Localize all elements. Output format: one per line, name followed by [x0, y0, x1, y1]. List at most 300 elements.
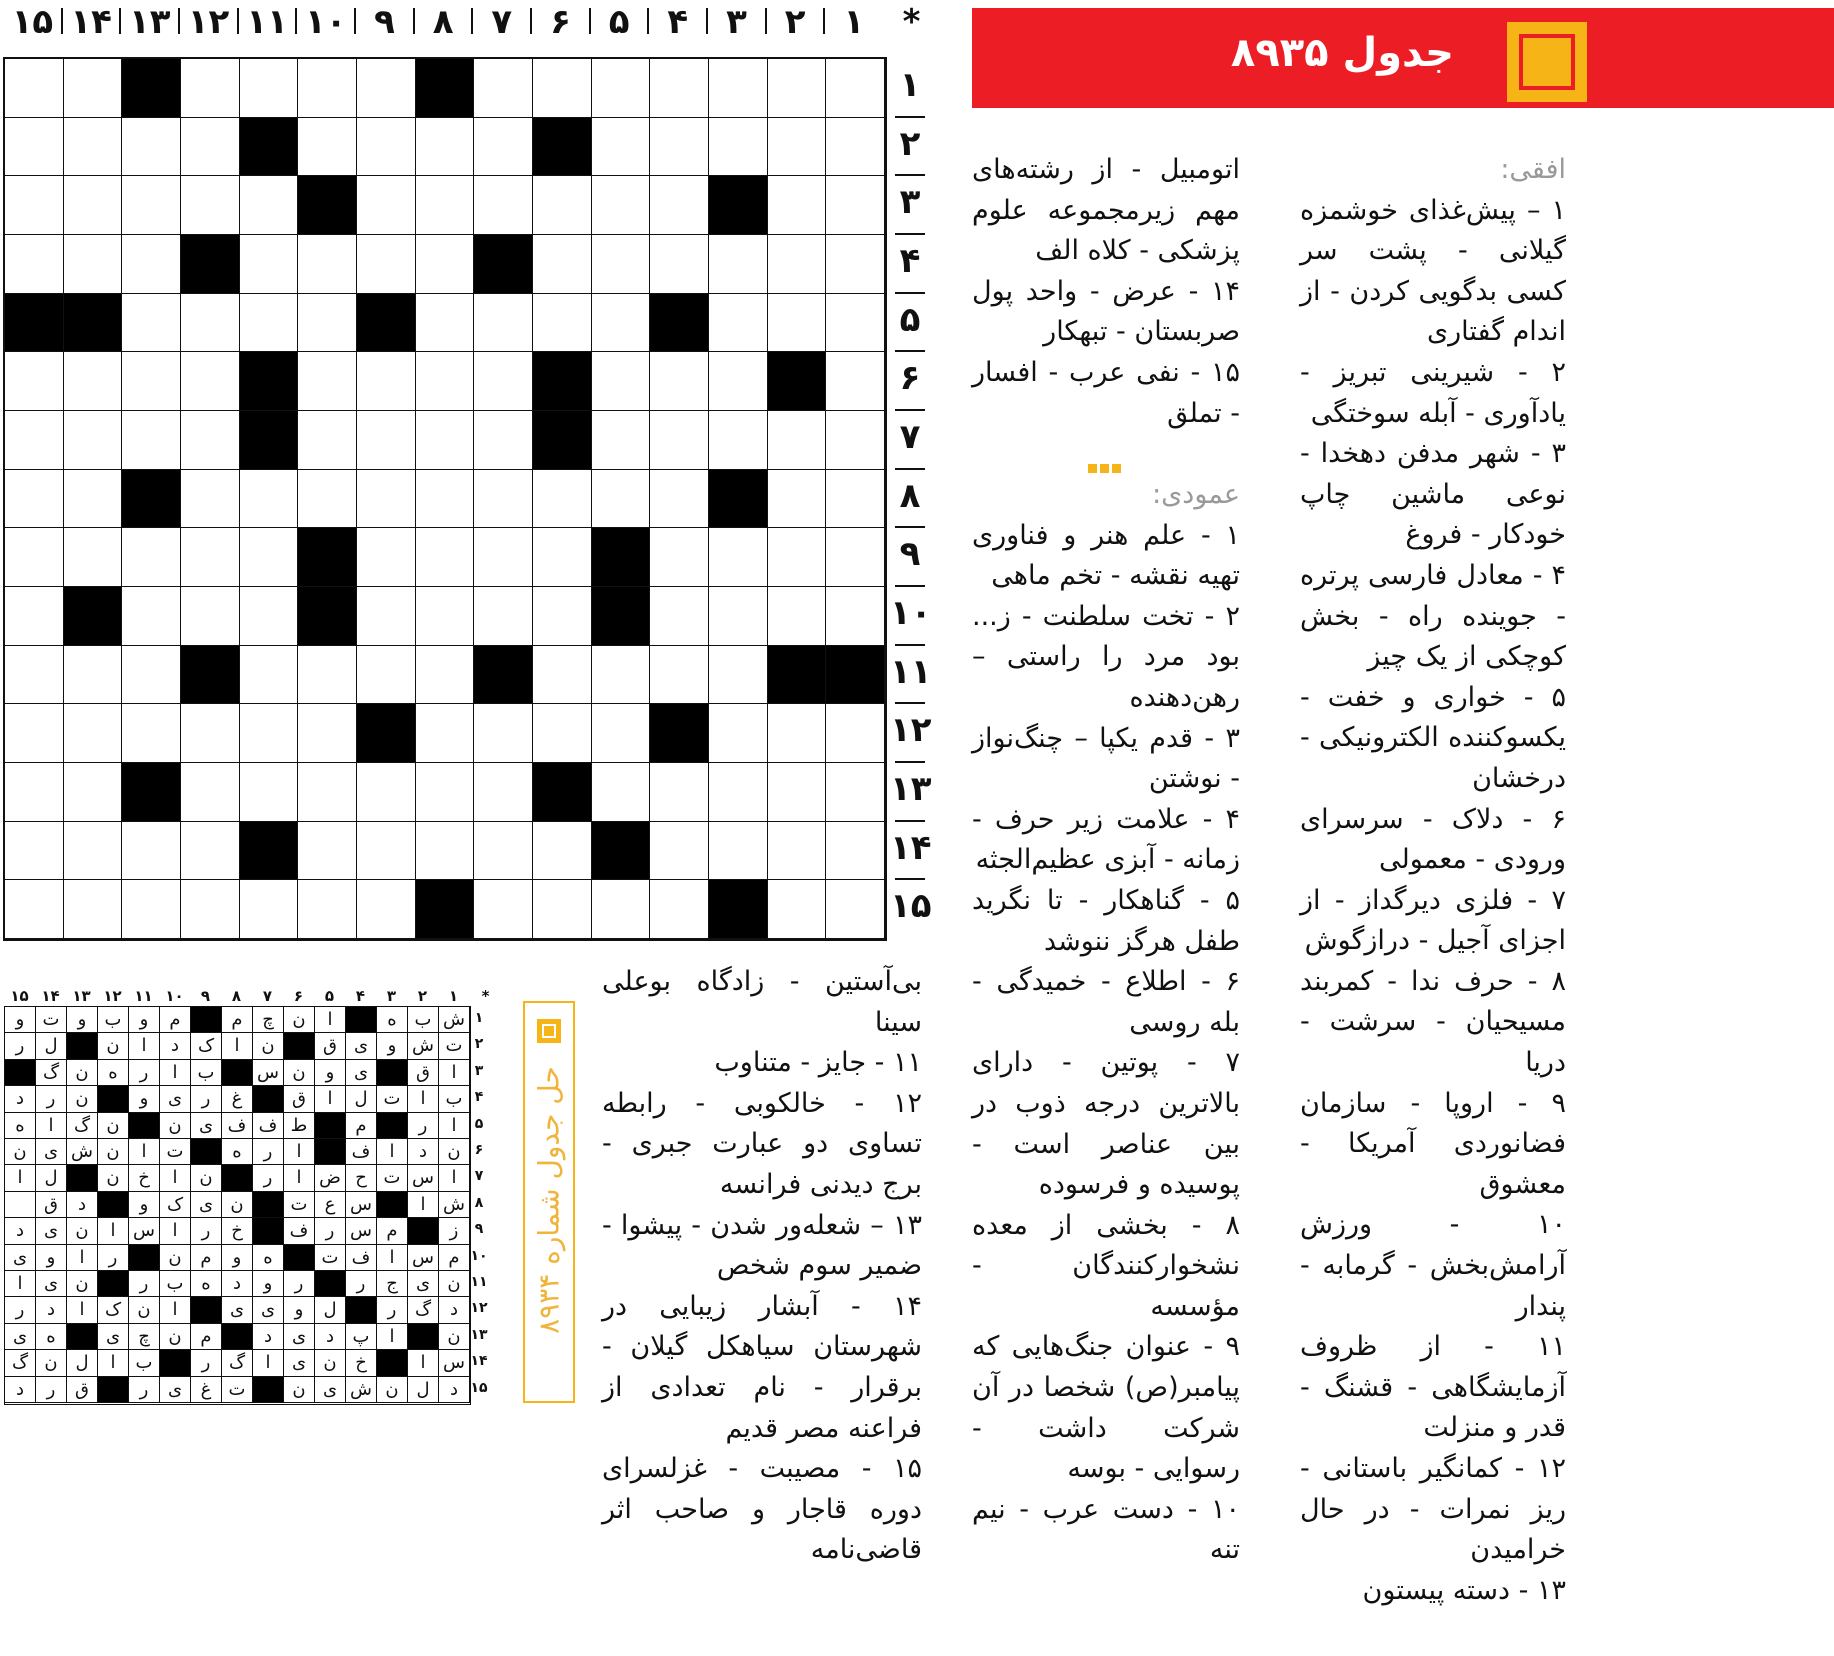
- crossword-cell[interactable]: [650, 587, 709, 646]
- crossword-cell[interactable]: [474, 822, 533, 881]
- crossword-cell[interactable]: [357, 587, 416, 646]
- crossword-cell[interactable]: [5, 646, 64, 705]
- crossword-cell[interactable]: [64, 528, 123, 587]
- crossword-cell[interactable]: [5, 528, 64, 587]
- crossword-column-number: ۱: [843, 2, 865, 42]
- crossword-cell[interactable]: [298, 411, 357, 470]
- solution-cell: گ: [5, 1350, 36, 1376]
- crossword-cell[interactable]: [592, 763, 651, 822]
- crossword-cell[interactable]: [181, 763, 240, 822]
- crossword-cell[interactable]: [709, 411, 768, 470]
- solution-cell: ی: [98, 1324, 129, 1350]
- solution-cell: ا: [5, 1271, 36, 1297]
- crossword-cell[interactable]: [357, 118, 416, 177]
- crossword-cell[interactable]: [826, 704, 885, 763]
- crossword-cell[interactable]: [416, 704, 475, 763]
- crossword-cell[interactable]: [298, 118, 357, 177]
- crossword-cell[interactable]: [592, 704, 651, 763]
- crossword-cell[interactable]: [5, 411, 64, 470]
- crossword-cell[interactable]: [122, 704, 181, 763]
- crossword-cell[interactable]: [122, 822, 181, 881]
- crossword-cell[interactable]: [768, 470, 827, 529]
- crossword-cell[interactable]: [592, 235, 651, 294]
- solution-cell: ا: [160, 1165, 191, 1191]
- crossword-cell[interactable]: [357, 763, 416, 822]
- crossword-cell[interactable]: [533, 587, 592, 646]
- crossword-cell[interactable]: [592, 646, 651, 705]
- crossword-cell[interactable]: [474, 352, 533, 411]
- crossword-cell[interactable]: [240, 470, 299, 529]
- crossword-row-number: ۱۳: [890, 769, 932, 810]
- solution-cell: ی: [160, 1086, 191, 1112]
- solution-cell: و: [129, 1086, 160, 1112]
- crossword-cell[interactable]: [122, 528, 181, 587]
- crossword-cell[interactable]: [298, 352, 357, 411]
- clues-middle-column-bottom: [972, 475, 1240, 1571]
- crossword-cell[interactable]: [474, 59, 533, 118]
- crossword-cell[interactable]: [768, 411, 827, 470]
- solution-cell: ا: [67, 1245, 98, 1271]
- crossword-cell[interactable]: [240, 587, 299, 646]
- solution-cell: ن: [36, 1350, 67, 1376]
- crossword-cell[interactable]: [533, 822, 592, 881]
- crossword-cell[interactable]: [768, 176, 827, 235]
- crossword-cell[interactable]: [650, 763, 709, 822]
- crossword-cell[interactable]: [416, 763, 475, 822]
- solution-cell: و: [67, 1007, 98, 1033]
- solution-cell: ن: [5, 1139, 36, 1165]
- crossword-row-number: ۹: [899, 534, 921, 575]
- crossword-column-number: ۱۵: [11, 2, 54, 42]
- crossword-cell[interactable]: [181, 880, 240, 939]
- crossword-row-number: ۴: [899, 241, 921, 281]
- crossword-cell[interactable]: [533, 235, 592, 294]
- crossword-cell[interactable]: [122, 646, 181, 705]
- crossword-cell[interactable]: [826, 118, 885, 177]
- crossword-cell[interactable]: [181, 822, 240, 881]
- solution-cell: ت: [36, 1007, 67, 1033]
- crossword-cell[interactable]: [533, 59, 592, 118]
- crossword-cell[interactable]: [416, 646, 475, 705]
- solution-cell: چ: [253, 1007, 284, 1033]
- title-bar: [972, 8, 1834, 108]
- clue-item: ۱۳ – شعله‌ور شدن - پیشوا - ضمیر سوم شخص: [602, 1209, 922, 1282]
- crossword-cell[interactable]: [709, 528, 768, 587]
- solution-cell: ن: [439, 1271, 470, 1297]
- solution-cell: ل: [408, 1377, 439, 1403]
- crossword-row-number: ۶: [899, 358, 921, 399]
- crossword-cell[interactable]: [357, 352, 416, 411]
- crossword-cell[interactable]: [709, 587, 768, 646]
- crossword-cell[interactable]: [64, 118, 123, 177]
- crossword-cell[interactable]: [122, 118, 181, 177]
- crossword-cell[interactable]: [474, 880, 533, 939]
- crossword-cell[interactable]: [357, 235, 416, 294]
- solution-cell: م: [222, 1007, 253, 1033]
- crossword-black-cell: [298, 528, 357, 587]
- crossword-cell[interactable]: [181, 294, 240, 353]
- solution-cell: ا: [98, 1218, 129, 1244]
- crossword-cell[interactable]: [416, 528, 475, 587]
- crossword-cell[interactable]: [64, 763, 123, 822]
- crossword-cell[interactable]: [768, 528, 827, 587]
- crossword-cell[interactable]: [357, 822, 416, 881]
- crossword-cell[interactable]: [181, 118, 240, 177]
- crossword-cell[interactable]: [416, 235, 475, 294]
- crossword-cell[interactable]: [122, 587, 181, 646]
- crossword-cell[interactable]: [240, 763, 299, 822]
- solution-black-cell: [408, 1218, 439, 1244]
- crossword-cell[interactable]: [592, 352, 651, 411]
- crossword-cell[interactable]: [298, 59, 357, 118]
- crossword-cell[interactable]: [5, 470, 64, 529]
- crossword-cell[interactable]: [650, 352, 709, 411]
- horizontal-heading: افقی:: [1500, 154, 1566, 185]
- solution-cell: ر: [129, 1377, 160, 1403]
- solution-cell: ا: [439, 1060, 470, 1086]
- crossword-cell[interactable]: [709, 352, 768, 411]
- row-divider: [895, 174, 925, 176]
- crossword-cell[interactable]: [592, 118, 651, 177]
- crossword-cell[interactable]: [416, 411, 475, 470]
- crossword-cell[interactable]: [474, 528, 533, 587]
- solution-cell: و: [253, 1271, 284, 1297]
- crossword-cell[interactable]: [298, 470, 357, 529]
- crossword-cell[interactable]: [826, 470, 885, 529]
- solution-column-number: ۱۱: [134, 987, 153, 1005]
- crossword-black-cell: [298, 587, 357, 646]
- crossword-cell[interactable]: [826, 880, 885, 939]
- solution-cell: ش: [346, 1377, 377, 1403]
- crossword-cell[interactable]: [650, 411, 709, 470]
- solution-cell: ر: [408, 1113, 439, 1139]
- crossword-cell[interactable]: [357, 528, 416, 587]
- crossword-cell[interactable]: [64, 880, 123, 939]
- solution-cell: ت: [160, 1139, 191, 1165]
- crossword-cell[interactable]: [5, 587, 64, 646]
- crossword-cell[interactable]: [5, 763, 64, 822]
- crossword-cell[interactable]: [533, 528, 592, 587]
- crossword-cell[interactable]: [416, 294, 475, 353]
- crossword-cell[interactable]: [474, 763, 533, 822]
- crossword-cell[interactable]: [474, 176, 533, 235]
- crossword-cell[interactable]: [533, 646, 592, 705]
- solution-cell: ا: [408, 1350, 439, 1376]
- crossword-column-number: ۱۱: [246, 2, 288, 42]
- crossword-cell[interactable]: [181, 587, 240, 646]
- solution-cell: ا: [5, 1165, 36, 1191]
- clue-item: ۴ - علامت زیر حرف - زمانه - آبزی عظیم‌الجثه: [972, 803, 1240, 876]
- crossword-cell[interactable]: [826, 763, 885, 822]
- crossword-cell[interactable]: [592, 470, 651, 529]
- crossword-cell[interactable]: [416, 822, 475, 881]
- solution-cell: ر: [98, 1245, 129, 1271]
- crossword-cell[interactable]: [5, 59, 64, 118]
- crossword-cell[interactable]: [122, 352, 181, 411]
- crossword-cell[interactable]: [357, 646, 416, 705]
- crossword-cell[interactable]: [5, 352, 64, 411]
- clue-item: ۱۴ - عرض - واحد پول صربستان - تبهکار: [972, 275, 1240, 348]
- crossword-cell[interactable]: [64, 646, 123, 705]
- solution-cell: ف: [346, 1245, 377, 1271]
- crossword-column-number: ۳: [726, 2, 747, 42]
- crossword-cell[interactable]: [768, 118, 827, 177]
- crossword-black-cell: [709, 176, 768, 235]
- solution-cell: د: [67, 1192, 98, 1218]
- crossword-cell[interactable]: [826, 528, 885, 587]
- crossword-cell[interactable]: [298, 294, 357, 353]
- solution-cell: ا: [315, 1007, 346, 1033]
- clue-item: ۳ - قدم یکپا – چنگ‌نواز - نوشتن: [972, 722, 1240, 795]
- solution-cell: س: [346, 1218, 377, 1244]
- crossword-cell[interactable]: [709, 59, 768, 118]
- crossword-cell[interactable]: [416, 118, 475, 177]
- crossword-cell[interactable]: [5, 704, 64, 763]
- crossword-cell[interactable]: [298, 880, 357, 939]
- crossword-cell[interactable]: [592, 294, 651, 353]
- crossword-cell[interactable]: [474, 411, 533, 470]
- solution-cell: ی: [222, 1297, 253, 1323]
- crossword-cell[interactable]: [64, 59, 123, 118]
- crossword-cell[interactable]: [533, 880, 592, 939]
- solution-black-cell: [315, 1139, 346, 1165]
- crossword-cell[interactable]: [768, 880, 827, 939]
- solution-cell: ق: [67, 1377, 98, 1403]
- solution-cell: ت: [377, 1086, 408, 1112]
- crossword-cell[interactable]: [768, 294, 827, 353]
- crossword-cell[interactable]: [533, 704, 592, 763]
- crossword-cell[interactable]: [64, 822, 123, 881]
- crossword-cell[interactable]: [592, 880, 651, 939]
- solution-column-number: ۱۰: [165, 987, 184, 1005]
- crossword-cell[interactable]: [357, 176, 416, 235]
- crossword-black-cell: [416, 59, 475, 118]
- crossword-black-cell: [650, 294, 709, 353]
- solution-black-cell: [129, 1113, 160, 1139]
- crossword-cell[interactable]: [298, 235, 357, 294]
- crossword-cell[interactable]: [181, 352, 240, 411]
- crossword-cell[interactable]: [64, 176, 123, 235]
- solution-cell: ر: [36, 1086, 67, 1112]
- crossword-cell[interactable]: [826, 235, 885, 294]
- solution-cell: ه: [36, 1324, 67, 1350]
- crossword-cell[interactable]: [5, 235, 64, 294]
- row-divider: [895, 409, 925, 411]
- crossword-row-number: ۷: [899, 417, 921, 458]
- crossword-cell[interactable]: [650, 176, 709, 235]
- crossword-cell[interactable]: [181, 59, 240, 118]
- solution-cell: ل: [67, 1350, 98, 1376]
- clue-item: ۱۵ - نفی عرب - افسار - تملق: [972, 356, 1240, 429]
- crossword-cell[interactable]: [64, 352, 123, 411]
- crossword-cell[interactable]: [298, 704, 357, 763]
- crossword-cell[interactable]: [709, 704, 768, 763]
- crossword-cell[interactable]: [650, 470, 709, 529]
- crossword-cell[interactable]: [181, 528, 240, 587]
- solution-row-number: ۱۰: [470, 1247, 488, 1264]
- crossword-cell[interactable]: [826, 587, 885, 646]
- crossword-cell[interactable]: [240, 176, 299, 235]
- crossword-cell[interactable]: [181, 470, 240, 529]
- crossword-cell[interactable]: [474, 294, 533, 353]
- solution-cell: ی: [36, 1139, 67, 1165]
- clue-item: ۶ - دلاک - سرسرای ورودی - معمولی: [1300, 803, 1566, 876]
- solution-cell: ا: [129, 1139, 160, 1165]
- crossword-cell[interactable]: [240, 235, 299, 294]
- crossword-column-number: ۲: [784, 2, 806, 42]
- solution-cell: د: [439, 1377, 470, 1403]
- solution-column-numbers: [4, 987, 488, 1007]
- crossword-cell[interactable]: [650, 235, 709, 294]
- solution-column-number: ۱۲: [103, 987, 122, 1005]
- row-divider: [895, 233, 925, 235]
- solution-cell: ی: [160, 1377, 191, 1403]
- crossword-cell[interactable]: [474, 587, 533, 646]
- solution-black-cell: [253, 1086, 284, 1112]
- crossword-cell[interactable]: [298, 822, 357, 881]
- crossword-cell[interactable]: [122, 235, 181, 294]
- crossword-cell[interactable]: [5, 118, 64, 177]
- crossword-cell[interactable]: [181, 176, 240, 235]
- crossword-cell[interactable]: [64, 704, 123, 763]
- crossword-cell[interactable]: [533, 176, 592, 235]
- crossword-cell[interactable]: [240, 646, 299, 705]
- crossword-cell[interactable]: [768, 822, 827, 881]
- crossword-cell[interactable]: [533, 470, 592, 529]
- crossword-cell[interactable]: [768, 763, 827, 822]
- crossword-cell[interactable]: [357, 470, 416, 529]
- solution-cell: ه: [222, 1139, 253, 1165]
- crossword-cell[interactable]: [240, 294, 299, 353]
- crossword-cell[interactable]: [768, 704, 827, 763]
- crossword-cell[interactable]: [768, 587, 827, 646]
- solution-cell: ن: [439, 1324, 470, 1350]
- solution-cell: ل: [315, 1297, 346, 1323]
- solution-cell: ش: [439, 1007, 470, 1033]
- crossword-cell[interactable]: [5, 880, 64, 939]
- crossword-cell[interactable]: [650, 528, 709, 587]
- crossword-cell[interactable]: [474, 118, 533, 177]
- crossword-cell[interactable]: [298, 646, 357, 705]
- crossword-cell[interactable]: [357, 880, 416, 939]
- clue-item: بی‌آستین - زادگاه بوعلی سینا: [602, 966, 922, 1038]
- crossword-cell[interactable]: [650, 646, 709, 705]
- crossword-cell[interactable]: [533, 294, 592, 353]
- crossword-cell[interactable]: [650, 118, 709, 177]
- crossword-cell[interactable]: [768, 59, 827, 118]
- crossword-cell[interactable]: [64, 470, 123, 529]
- solution-black-cell: [98, 1271, 129, 1297]
- crossword-cell[interactable]: [709, 763, 768, 822]
- crossword-cell[interactable]: [416, 470, 475, 529]
- crossword-cell[interactable]: [474, 470, 533, 529]
- clue-item: ۶ - اطلاع - خمیدگی - بله روسی: [972, 966, 1240, 1038]
- crossword-cell[interactable]: [826, 294, 885, 353]
- crossword-cell[interactable]: [826, 822, 885, 881]
- crossword-cell[interactable]: [709, 118, 768, 177]
- crossword-cell[interactable]: [240, 528, 299, 587]
- crossword-cell[interactable]: [64, 411, 123, 470]
- crossword-row-number: ۳: [899, 182, 921, 223]
- crossword-cell[interactable]: [826, 352, 885, 411]
- solution-cell: ی: [408, 1271, 439, 1297]
- solution-cell: ی: [36, 1218, 67, 1244]
- crossword-cell[interactable]: [650, 59, 709, 118]
- crossword-cell[interactable]: [650, 822, 709, 881]
- crossword-cell[interactable]: [826, 176, 885, 235]
- crossword-cell[interactable]: [768, 235, 827, 294]
- clue-item: ۱۱ - جایز - متناوب: [714, 1047, 922, 1079]
- solution-black-cell: [222, 1165, 253, 1191]
- crossword-cell[interactable]: [709, 235, 768, 294]
- clue-item: ۱۵ - مصیبت - غزلسرای دوره قاجار و صاحب اثر قاضی‌نامه: [602, 1453, 922, 1566]
- crossword-cell[interactable]: [181, 411, 240, 470]
- crossword-black-cell: [592, 822, 651, 881]
- clue-item: ۷ - فلزی دیرگداز - از اجزای آجیل - درازگوش: [1300, 884, 1566, 957]
- crossword-cell[interactable]: [5, 176, 64, 235]
- crossword-cell[interactable]: [357, 59, 416, 118]
- solution-cell: ل: [36, 1033, 67, 1059]
- crossword-cell[interactable]: [592, 176, 651, 235]
- crossword-grid[interactable]: [3, 57, 887, 941]
- crossword-cell[interactable]: [416, 587, 475, 646]
- crossword-cell[interactable]: [357, 411, 416, 470]
- solution-cell: غ: [191, 1377, 222, 1403]
- crossword-cell[interactable]: [826, 411, 885, 470]
- crossword-cell[interactable]: [240, 704, 299, 763]
- crossword-cell[interactable]: [122, 880, 181, 939]
- solution-column-number: ۱۵: [10, 987, 29, 1005]
- crossword-cell[interactable]: [181, 704, 240, 763]
- crossword-cell[interactable]: [709, 294, 768, 353]
- crossword-cell[interactable]: [122, 176, 181, 235]
- crossword-cell[interactable]: [474, 704, 533, 763]
- crossword-cell[interactable]: [592, 411, 651, 470]
- crossword-black-cell: [709, 470, 768, 529]
- row-divider: [895, 350, 925, 352]
- crossword-row-number: ۱۴: [890, 827, 932, 868]
- crossword-cell[interactable]: [298, 763, 357, 822]
- solution-cell: ه: [5, 1113, 36, 1139]
- crossword-cell[interactable]: [650, 880, 709, 939]
- solution-cell: ا: [408, 1192, 439, 1218]
- crossword-cell[interactable]: [592, 59, 651, 118]
- crossword-black-cell: [240, 118, 299, 177]
- crossword-cell[interactable]: [416, 176, 475, 235]
- crossword-cell[interactable]: [240, 59, 299, 118]
- crossword-black-cell: [768, 352, 827, 411]
- crossword-cell[interactable]: [416, 352, 475, 411]
- solution-cell: د: [222, 1271, 253, 1297]
- crossword-cell[interactable]: [709, 822, 768, 881]
- crossword-cell[interactable]: [240, 880, 299, 939]
- solution-cell: ش: [439, 1192, 470, 1218]
- crossword-cell[interactable]: [64, 235, 123, 294]
- solution-cell: د: [315, 1324, 346, 1350]
- crossword-cell[interactable]: [826, 59, 885, 118]
- crossword-column-number: ۵: [608, 2, 630, 42]
- solution-cell: ی: [346, 1060, 377, 1086]
- crossword-cell[interactable]: [122, 294, 181, 353]
- crossword-cell[interactable]: [5, 822, 64, 881]
- solution-cell: ع: [315, 1192, 346, 1218]
- row-divider: [895, 761, 925, 763]
- crossword-cell[interactable]: [122, 411, 181, 470]
- crossword-black-cell: [592, 528, 651, 587]
- crossword-column-number: ۸: [432, 2, 454, 42]
- clues-middle-column-top: [972, 150, 1240, 434]
- crossword-cell[interactable]: [709, 646, 768, 705]
